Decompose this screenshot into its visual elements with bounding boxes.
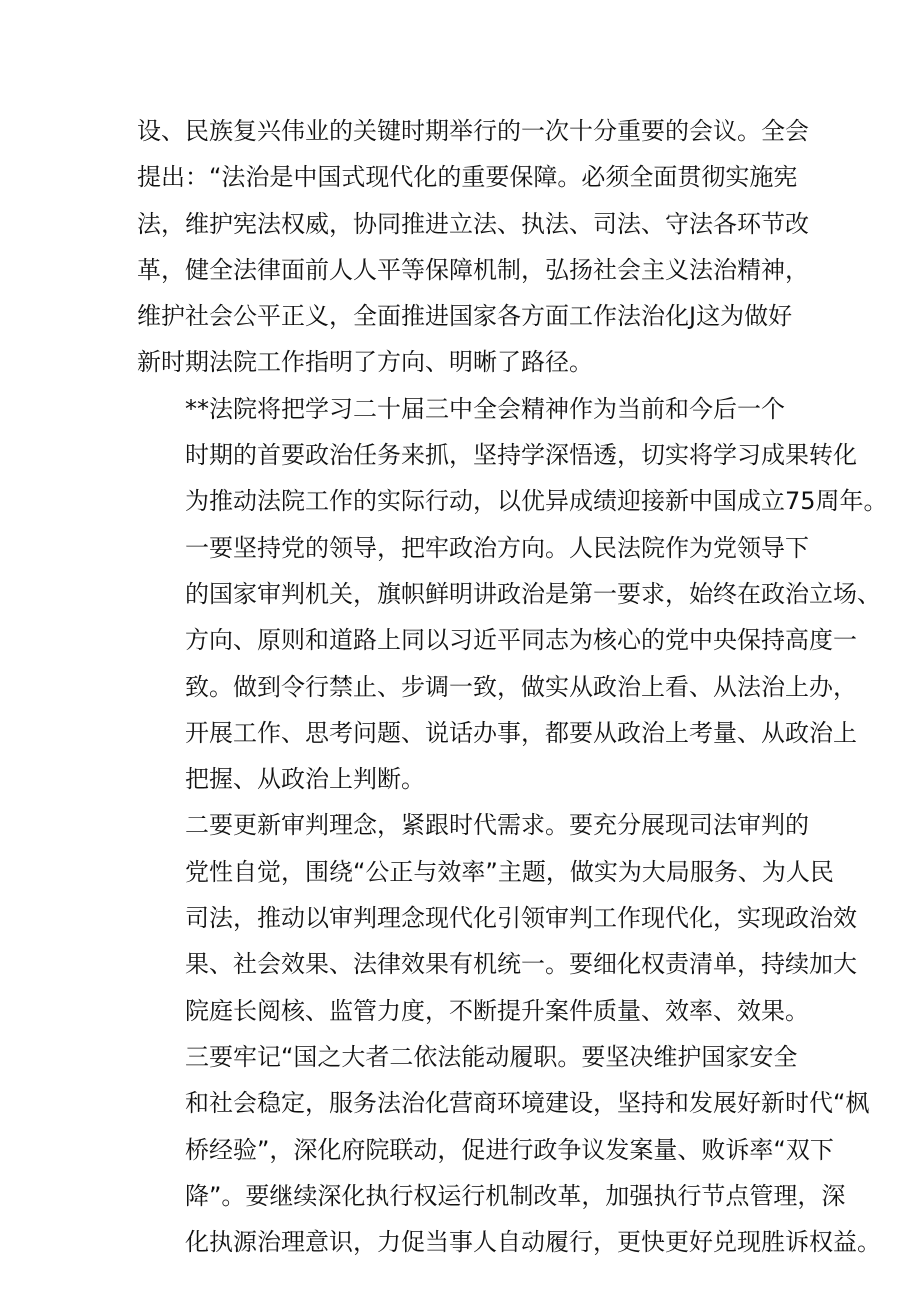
paragraph [137, 386, 888, 525]
text-line: 法，维护宪法权威，协同推进立法、执法、司法、守法各环节改 [137, 209, 809, 238]
text-line: 为推动法院工作的实际行动，以优异成绩迎接新中国成立75周年。 [185, 487, 888, 516]
text-line: 二要更新审判理念，紧跟时代需求。要充分展现司法审判的 [185, 811, 809, 840]
text-line: 三要牢记“国之大者二依法能动履职。要坚决维护国家安全 [185, 1042, 798, 1071]
text-line: 桥经验”，深化府院联动，促进行政争议发案量、败诉率“双下 [185, 1135, 834, 1164]
text-line: 维护社会公平正义，全面推进国家各方面工作法治化J这为做好 [137, 302, 793, 331]
text-line: 果、社会效果、法律效果有机统一。要细化权责清单，持续加大 [185, 950, 857, 979]
text-line: 党性自觉，围绕“公正与效率”主题，做实为大局服务、为人民 [185, 857, 834, 886]
text-line: 革，健全法律面前人人平等保障机制，弘扬社会主义法治精神， [137, 255, 809, 284]
text-line: 致。做到令行禁止、步调一致，做实从政治上看、从法治上办， [185, 672, 857, 701]
text-line: 提出：“法治是中国式现代化的重要保障。必须全面贯彻实施宪 [137, 163, 798, 192]
text-line: 新时期法院工作指明了方向、明晰了路径。 [137, 348, 593, 377]
text-line: **法院将把学习二十届三中全会精神作为当前和今后一个 [185, 394, 785, 423]
text-line: 降”。要继续深化执行权运行机制改革，加强执行节点管理，深 [185, 1181, 846, 1210]
text-line: 和社会稳定，服务法治化营商环境建设，坚持和发展好新时代“枫 [185, 1089, 870, 1118]
paragraph [137, 108, 809, 386]
text-line: 时期的首要政治任务来抓，坚持学深悟透，切实将学习成果转化 [185, 441, 857, 470]
text-line: 化执源治理意识，力促当事人自动履行，更快更好兑现胜诉权益。 [185, 1228, 881, 1257]
text-line: 院庭长阅核、监管力度，不断提升案件质量、效率、效果。 [185, 996, 809, 1025]
paragraph [137, 525, 881, 803]
text-line: 司法，推动以审判理念现代化引领审判工作现代化，实现政治效 [185, 904, 857, 933]
text-line: 方向、原则和道路上同以习近平同志为核心的党中央保持高度一 [185, 626, 857, 655]
document-body [137, 108, 888, 1265]
text-line: 设、民族复兴伟业的关键时期举行的一次十分重要的会议。全会 [137, 117, 809, 145]
text-line: 一要坚持党的领导，把牢政治方向。人民法院作为党领导下 [185, 533, 809, 562]
text-line: 把握、从政治上判断。 [185, 765, 425, 794]
paragraph [137, 802, 857, 1033]
text-line: 的国家审判机关，旗帜鲜明讲政治是第一要求，始终在政治立场、 [185, 579, 881, 608]
text-line: 开展工作、思考问题、说话办事，都要从政治上考量、从政治上 [185, 718, 857, 747]
paragraph [137, 1034, 881, 1265]
